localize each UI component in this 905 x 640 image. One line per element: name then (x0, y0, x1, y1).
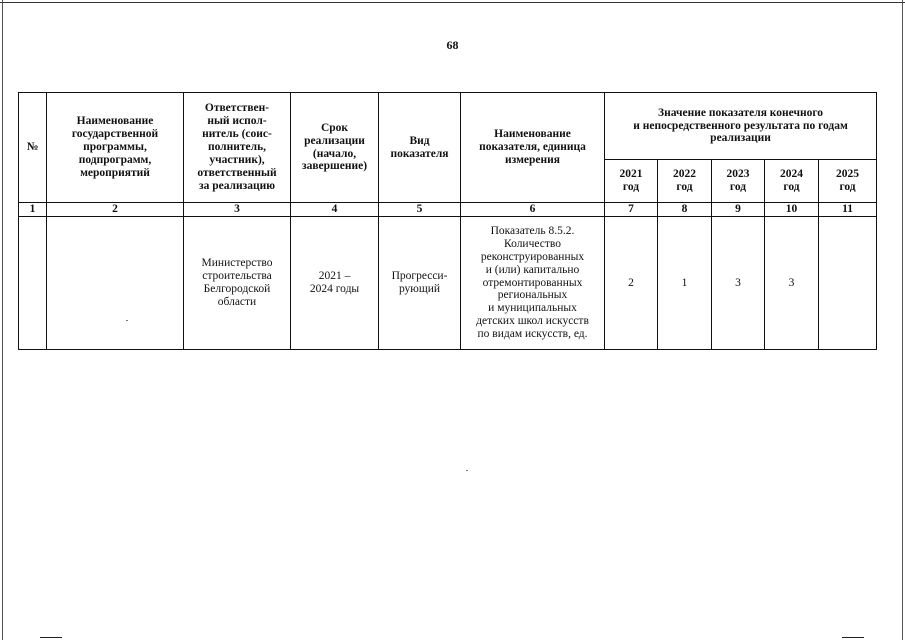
column-number: 11 (819, 203, 877, 217)
header-year: 2023 год (712, 160, 765, 203)
header-indicator-name: Наименование показателя, единица измерения (461, 93, 605, 203)
header-responsible: Ответствен- ный испол- нитель (соис- полнитель, участник), ответственный за реализацию (184, 93, 291, 203)
page-edge-left (2, 0, 3, 640)
header-year: 2021 год (605, 160, 658, 203)
scan-speck (466, 470, 468, 471)
cell-term: 2021 – 2024 годы (291, 217, 379, 350)
column-number: 5 (379, 203, 461, 217)
column-number: 1 (19, 203, 47, 217)
column-number: 9 (712, 203, 765, 217)
scan-mark (842, 637, 864, 638)
column-number-row (19, 203, 877, 217)
page-edge-right (902, 0, 903, 640)
cell-program (47, 217, 184, 350)
cell-responsible: Министерство строительства Белгородской области (184, 217, 291, 350)
header-year: 2025 год (819, 160, 877, 203)
column-number: 3 (184, 203, 291, 217)
cell-value-2024: 3 (765, 217, 819, 350)
header-values-group: Значение показателя конечного и непосредственного результата по годам реализации (605, 93, 877, 160)
column-number: 10 (765, 203, 819, 217)
cell-num (19, 217, 47, 350)
cell-value-2025 (819, 217, 877, 350)
table-row (19, 217, 877, 350)
header-row (19, 93, 877, 160)
cell-indicator-name: Показатель 8.5.2. Количество реконструированных и (или) капитально отремонтированных региональных и муниципальных детских школ искусств по видам искусств, ед. (461, 217, 605, 350)
header-program: Наименование государственной программы, подпрограмм, мероприятий (47, 93, 184, 203)
column-number: 4 (291, 203, 379, 217)
column-number: 7 (605, 203, 658, 217)
cell-value-2022: 1 (658, 217, 712, 350)
header-term: Срок реализации (начало, завершение) (291, 93, 379, 203)
cell-value-2021: 2 (605, 217, 658, 350)
header-year: 2022 год (658, 160, 712, 203)
column-number: 2 (47, 203, 184, 217)
scan-mark (40, 637, 62, 638)
column-number: 6 (461, 203, 605, 217)
header-indicator-type: Вид показателя (379, 93, 461, 203)
page-edge-top (0, 2, 905, 3)
indicator-table (18, 92, 877, 350)
header-num: № (19, 93, 47, 203)
column-number: 8 (658, 203, 712, 217)
cell-indicator-type: Прогресси- рующий (379, 217, 461, 350)
cell-value-2023: 3 (712, 217, 765, 350)
header-year: 2024 год (765, 160, 819, 203)
page-number: 68 (446, 38, 459, 52)
